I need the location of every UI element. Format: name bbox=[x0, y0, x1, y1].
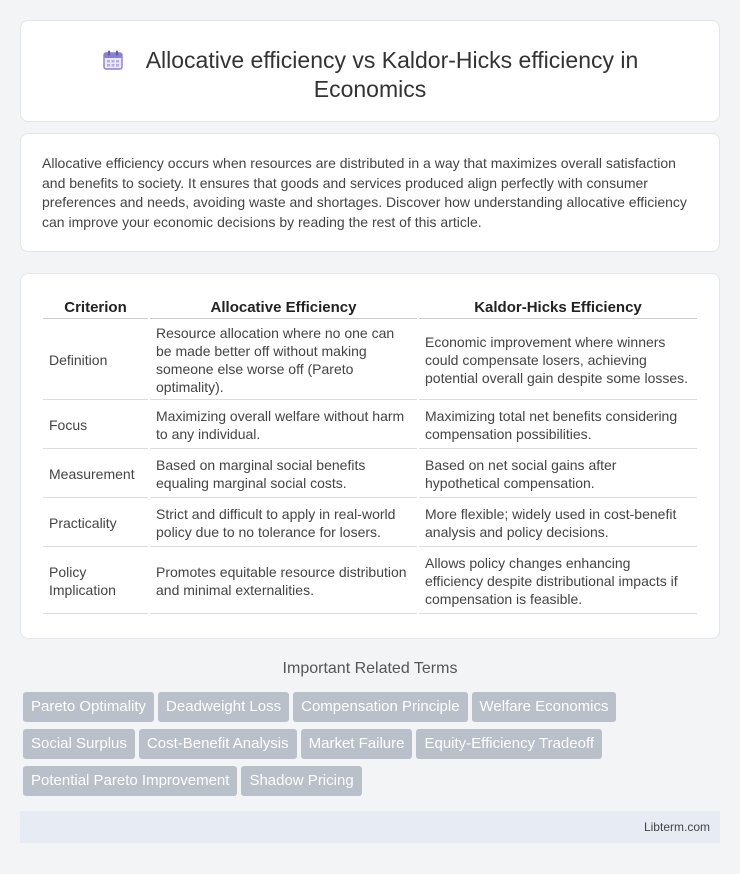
allocative-cell: Strict and difficult to apply in real-world policy due to no tolerance for losers. bbox=[150, 500, 417, 547]
related-term-tag[interactable]: Compensation Principle bbox=[293, 692, 467, 722]
comparison-card bbox=[20, 273, 720, 639]
table-header-row bbox=[43, 296, 697, 319]
kaldor-hicks-cell: Allows policy changes enhancing efficiency despite distributional impacts if compensation is feasible. bbox=[419, 549, 697, 614]
allocative-cell: Promotes equitable resource distribution and minimal externalities. bbox=[150, 549, 417, 614]
page-title bbox=[21, 21, 719, 104]
related-term-tag[interactable]: Market Failure bbox=[301, 729, 413, 759]
related-term-tag[interactable]: Social Surplus bbox=[23, 729, 135, 759]
allocative-cell: Resource allocation where no one can be made better off without making someone else worse off (Pareto optimality). bbox=[150, 321, 417, 400]
criterion-cell: Practicality bbox=[43, 500, 148, 547]
related-term-tag[interactable]: Welfare Economics bbox=[472, 692, 617, 722]
allocative-cell: Maximizing overall welfare without harm to any individual. bbox=[150, 402, 417, 449]
related-term-tag[interactable]: Deadweight Loss bbox=[158, 692, 289, 722]
criterion-cell: Policy Implication bbox=[43, 549, 148, 614]
table-row bbox=[43, 500, 697, 547]
table-row bbox=[43, 321, 697, 400]
criterion-cell: Definition bbox=[43, 321, 148, 400]
footer-brand-link[interactable]: Libterm.com bbox=[643, 820, 710, 834]
related-term-tag[interactable]: Cost-Benefit Analysis bbox=[139, 729, 297, 759]
related-term-tag[interactable]: Pareto Optimality bbox=[23, 692, 154, 722]
table-row bbox=[43, 549, 697, 614]
intro-card bbox=[20, 133, 720, 252]
header-kaldor-hicks: Kaldor-Hicks Efficiency bbox=[419, 296, 697, 319]
related-terms-list bbox=[23, 692, 713, 803]
calendar-icon bbox=[102, 49, 124, 71]
comparison-table bbox=[41, 294, 699, 616]
title-card bbox=[20, 20, 720, 122]
allocative-cell: Based on marginal social benefits equaling marginal social costs. bbox=[150, 451, 417, 498]
related-terms-title: Important Related Terms bbox=[282, 660, 458, 677]
header-criterion: Criterion bbox=[43, 296, 148, 319]
table-row bbox=[43, 451, 697, 498]
related-term-tag[interactable]: Equity-Efficiency Tradeoff bbox=[416, 729, 602, 759]
footer bbox=[20, 811, 720, 843]
criterion-cell: Focus bbox=[43, 402, 148, 449]
related-term-tag[interactable]: Potential Pareto Improvement bbox=[23, 766, 237, 796]
kaldor-hicks-cell: More flexible; widely used in cost-benefit analysis and policy decisions. bbox=[419, 500, 697, 547]
table-row bbox=[43, 402, 697, 449]
page-title-text: Allocative efficiency vs Kaldor-Hicks efficiency in Economics bbox=[145, 47, 639, 102]
intro-paragraph: Allocative efficiency occurs when resources are distributed in a way that maximizes overall satisfaction and benefits to society. It ensures that goods and services produced align perfectly with consumer preferences and needs, avoiding waste and shortages. Discover how understanding allocative efficiency can improve your economic decisions by reading the rest of this article. bbox=[42, 155, 687, 230]
related-term-tag[interactable]: Shadow Pricing bbox=[241, 766, 361, 796]
header-allocative: Allocative Efficiency bbox=[150, 296, 417, 319]
criterion-cell: Measurement bbox=[43, 451, 148, 498]
kaldor-hicks-cell: Based on net social gains after hypothetical compensation. bbox=[419, 451, 697, 498]
kaldor-hicks-cell: Economic improvement where winners could compensate losers, achieving potential overall gain despite some losses. bbox=[419, 321, 697, 400]
kaldor-hicks-cell: Maximizing total net benefits considering compensation possibilities. bbox=[419, 402, 697, 449]
